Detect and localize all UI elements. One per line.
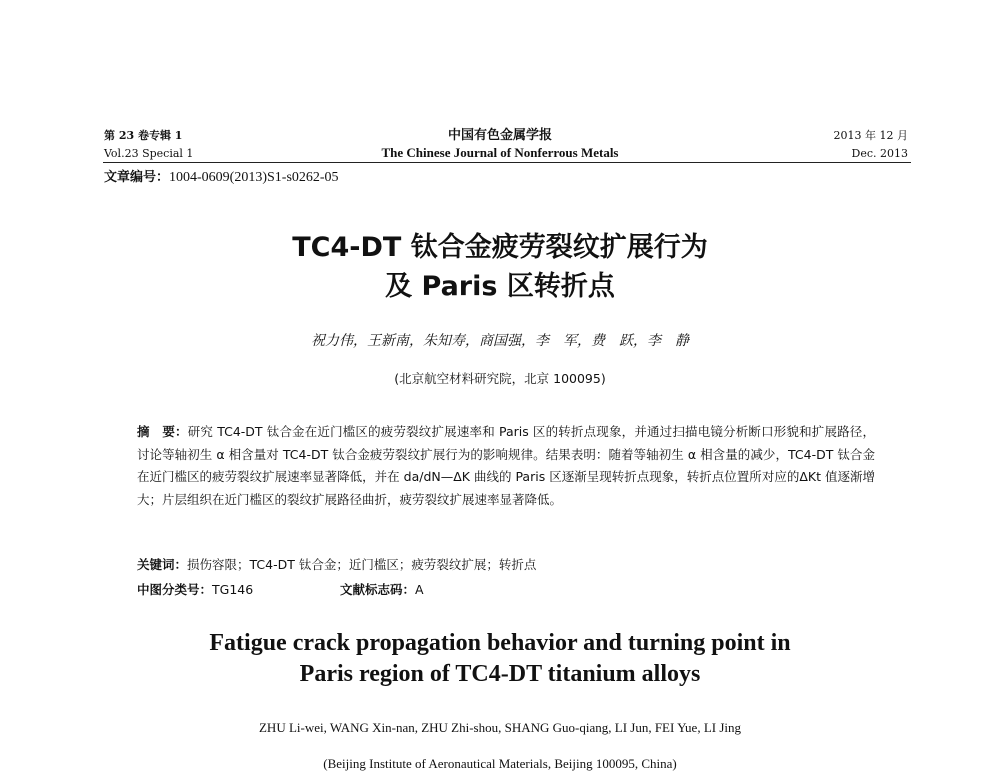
article-id-label: 文章编号：: [104, 170, 170, 185]
authors-zh: 祝力伟，王新南，朱知寿，商国强，李 军，费 跃，李 静: [311, 333, 689, 349]
journal-title-zh: 中国有色金属学报: [447, 128, 552, 143]
clc-label: 中图分类号：: [137, 582, 213, 597]
issue-date-zh: 2013 年 12 月: [833, 129, 908, 142]
keywords-label: 关键词：: [137, 557, 188, 572]
document-code-label: 文献标志码：: [340, 582, 416, 597]
article-id: [104, 166, 339, 186]
affiliation-en: (Beijing Institute of Aeronautical Materials, Beijing 100095, China): [323, 756, 677, 771]
header-rule: [103, 162, 911, 163]
authors-en: ZHU Li-wei, WANG Xin-nan, ZHU Zhi-shou, SHANG Guo-qiang, LI Jun, FEI Yue, LI Jing: [258, 720, 742, 735]
document-code-value: A: [415, 582, 424, 597]
title-zh-line2: 及 Paris 区转折点: [385, 271, 615, 302]
journal-title-en: The Chinese Journal of Nonferrous Metals: [381, 145, 619, 160]
abstract-label: 摘 要：: [137, 424, 188, 439]
abstract-zh: [137, 421, 875, 512]
clc-value: TG146: [212, 582, 254, 597]
clc-number: [137, 580, 253, 598]
abstract-text: 研究 TC4-DT 钛合金在近门槛区的疲劳裂纹扩展速率和 Paris 区的转折点现象，并通过扫描电镜分析断口形貌和扩展路径，讨论等轴初生 α 相含量对 TC4-DT 钛合金疲劳裂纹扩展行为的影响规律。结果表明：随着等轴初生 α 相含量的减少，TC4-DT 钛合金在近门槛区的疲劳裂纹扩展速率显著降低，并在 da/dN—ΔK 曲线的 Paris 区逐渐呈现转折点现象，转折点位置所对应的ΔKt 值逐渐增大；片层组织在近门槛区的裂纹扩展路径曲折，疲劳裂纹扩展速率显著降低。: [137, 424, 875, 508]
volume-en: Vol.23 Special 1: [104, 147, 194, 160]
title-en-line1: Fatigue crack propagation behavior and turning point in: [209, 630, 791, 656]
issue-date-en: Dec. 2013: [851, 147, 908, 160]
document-code: [340, 580, 424, 598]
keywords-text: 损伤容限；TC4-DT 钛合金；近门槛区；疲劳裂纹扩展；转折点: [187, 557, 537, 572]
article-id-value: 1004-0609(2013)S1-s0262-05: [169, 170, 339, 185]
title-en-line2: Paris region of TC4-DT titanium alloys: [299, 661, 701, 687]
keywords-zh: [137, 555, 536, 573]
volume-zh: 第 23 卷专辑 1: [104, 129, 183, 142]
affiliation-zh: (北京航空材料研究院，北京 100095): [394, 371, 606, 386]
title-zh-line1: TC4-DT 钛合金疲劳裂纹扩展行为: [292, 232, 708, 263]
